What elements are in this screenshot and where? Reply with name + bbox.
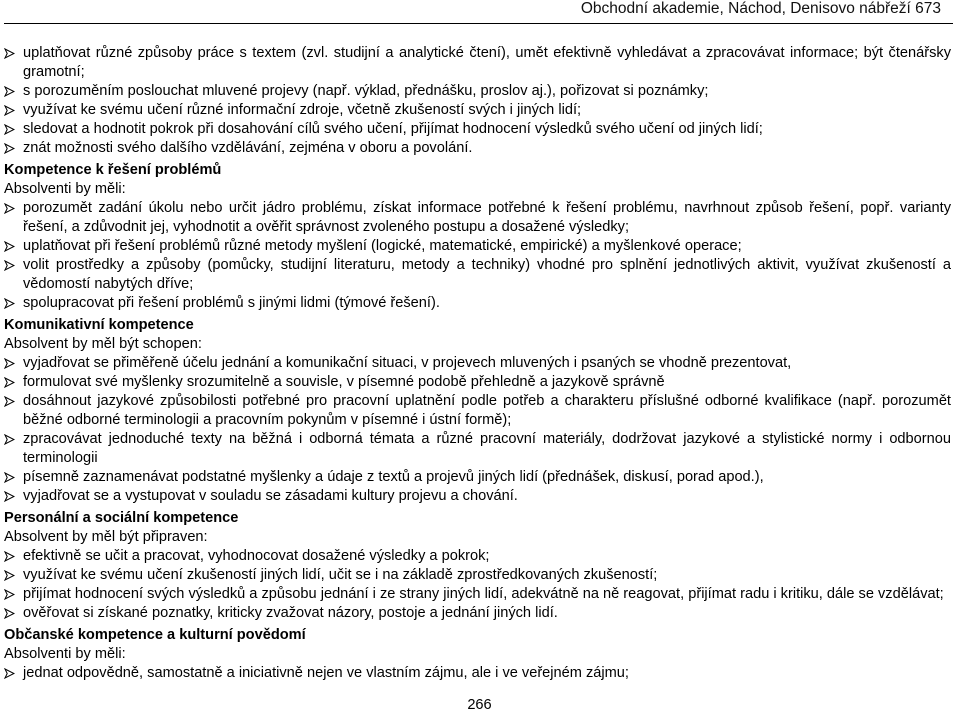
list-item: [4, 604, 951, 623]
section-heading: Občanské kompetence a kulturní povědomí: [4, 627, 306, 643]
arrow-bullet-icon: [4, 392, 23, 411]
section-heading: Kompetence k řešení problémů: [4, 162, 222, 178]
list-item: [4, 139, 951, 158]
intro-list: [4, 44, 951, 158]
list-item-text: zpracovávat jednoduché texty na běžná i odborná témata a různé pracovní materiály, dodržovat jazykové a stylistické normy i odbornou terminologii: [23, 431, 951, 466]
arrow-bullet-icon: [4, 199, 23, 218]
list-item-text: písemně zaznamenávat podstatné myšlenky a údaje z textů a projevů jiných lidí (přednášek, diskusí, porad apod.),: [23, 469, 764, 485]
arrow-bullet-icon: [4, 664, 23, 683]
list-item-text: ověřovat si získané poznatky, kriticky zvažovat názory, postoje a jednání jiných lidí.: [23, 605, 558, 621]
arrow-bullet-icon: [4, 44, 23, 63]
list-item-text: jednat odpovědně, samostatně a iniciativně nejen ve vlastním zájmu, ale i ve veřejném zájmu;: [23, 665, 629, 681]
section-lead: Absolventi by měli:: [4, 646, 126, 662]
arrow-bullet-icon: [4, 120, 23, 139]
section-problem-solving: [4, 161, 951, 313]
arrow-bullet-icon: [4, 354, 23, 373]
list-item: [4, 585, 951, 604]
list-item-text: přijímat hodnocení svých výsledků a způsobu jednání i ze strany jiných lidí, adekvátně na ně reagovat, přijímat radu i kritiku, dále se vzdělávat;: [23, 586, 944, 602]
list-item: [4, 468, 951, 487]
arrow-bullet-icon: [4, 487, 23, 506]
arrow-bullet-icon: [4, 101, 23, 120]
list-item-text: využívat ke svému učení různé informační zdroje, včetně zkušeností svých i jiných lidí;: [23, 102, 582, 118]
arrow-bullet-icon: [4, 256, 23, 275]
list-item-text: uplatňovat při řešení problémů různé metody myšlení (logické, matematické, empirické) a myšlenkové operace;: [23, 238, 742, 254]
list-item-text: dosáhnout jazykové způsobilosti potřebné pro pracovní uplatnění podle potřeb a charakteru příslušné odborné kvalifikace (např. porozumět běžné odborné terminologii a pracovním pokynům v písemné i ústní formě);: [23, 393, 951, 428]
list-item-text: sledovat a hodnotit pokrok při dosahování cílů svého učení, přijímat hodnocení výsledků svého učení od jiných lidí;: [23, 121, 763, 137]
list-item: [4, 294, 951, 313]
list-item-text: vyjadřovat se přiměřeně účelu jednání a komunikační situaci, v projevech mluvených i psaných se vhodně prezentovat,: [23, 355, 792, 371]
arrow-bullet-icon: [4, 82, 23, 101]
list-item: [4, 354, 951, 373]
section-lead: Absolvent by měl být připraven:: [4, 529, 208, 545]
list-item: [4, 44, 951, 82]
arrow-bullet-icon: [4, 139, 23, 158]
list-item-text: efektivně se učit a pracovat, vyhodnocovat dosažené výsledky a pokrok;: [23, 548, 490, 564]
list-item-text: vyjadřovat se a vystupovat v souladu se zásadami kultury projevu a chování.: [23, 488, 518, 504]
page-header: [0, 0, 959, 19]
arrow-bullet-icon: [4, 604, 23, 623]
arrow-bullet-icon: [4, 237, 23, 256]
list-item: [4, 664, 951, 683]
list-item-text: uplatňovat různé způsoby práce s textem (zvl. studijní a analytické čtení), umět efektivně vyhledávat a zpracovávat informace; být čtenářsky gramotní;: [23, 45, 951, 80]
arrow-bullet-icon: [4, 373, 23, 392]
arrow-bullet-icon: [4, 430, 23, 449]
list-item-text: s porozuměním poslouchat mluvené projevy (např. výklad, přednášku, proslov aj.), pořizovat si poznámky;: [23, 83, 709, 99]
section-heading: Personální a sociální kompetence: [4, 510, 239, 526]
arrow-bullet-icon: [4, 585, 23, 604]
document-body: [4, 44, 951, 683]
page-number: 266: [467, 697, 492, 713]
section-lead: Absolvent by měl být schopen:: [4, 336, 202, 352]
list-item: [4, 547, 951, 566]
list-item-text: využívat ke svému učení zkušeností jiných lidí, učit se i na základě zprostředkovaných zkušeností;: [23, 567, 658, 583]
list-item: [4, 82, 951, 101]
list-item: [4, 256, 951, 294]
list-item: [4, 487, 951, 506]
list-item: [4, 373, 951, 392]
section-lead: Absolventi by měli:: [4, 181, 126, 197]
arrow-bullet-icon: [4, 547, 23, 566]
list-item: [4, 120, 951, 139]
list-item: [4, 392, 951, 430]
list-item-text: znát možnosti svého dalšího vzdělávání, zejména v oboru a povolání.: [23, 140, 473, 156]
section-heading: Komunikativní kompetence: [4, 317, 194, 333]
list-item-text: spolupracovat při řešení problémů s jinými lidmi (týmové řešení).: [23, 295, 440, 311]
arrow-bullet-icon: [4, 294, 23, 313]
list-item: [4, 101, 951, 120]
list-item: [4, 566, 951, 585]
list-item: [4, 430, 951, 468]
header-divider: [4, 23, 953, 24]
arrow-bullet-icon: [4, 566, 23, 585]
list-item-text: formulovat své myšlenky srozumitelně a souvisle, v písemné podobě přehledně a jazykově správně: [23, 374, 665, 390]
institution-header: Obchodní akademie, Náchod, Denisovo nábřeží 673: [580, 0, 941, 17]
arrow-bullet-icon: [4, 468, 23, 487]
section-personal-social: [4, 509, 951, 623]
section-civic-cultural: [4, 626, 951, 683]
list-item: [4, 237, 951, 256]
list-item: [4, 199, 951, 237]
section-communication: [4, 316, 951, 506]
list-item-text: volit prostředky a způsoby (pomůcky, studijní literaturu, metody a techniky) vhodné pro splnění jednotlivých aktivit, využívat zkušeností a vědomostí nabytých dříve;: [23, 257, 951, 292]
list-item-text: porozumět zadání úkolu nebo určit jádro problému, získat informace potřebné k řešení problému, navrhnout způsob řešení, popř. varianty řešení, a zdůvodnit jej, vyhodnotit a ověřit správnost zvoleného postupu a dosažené výsledky;: [23, 200, 951, 235]
